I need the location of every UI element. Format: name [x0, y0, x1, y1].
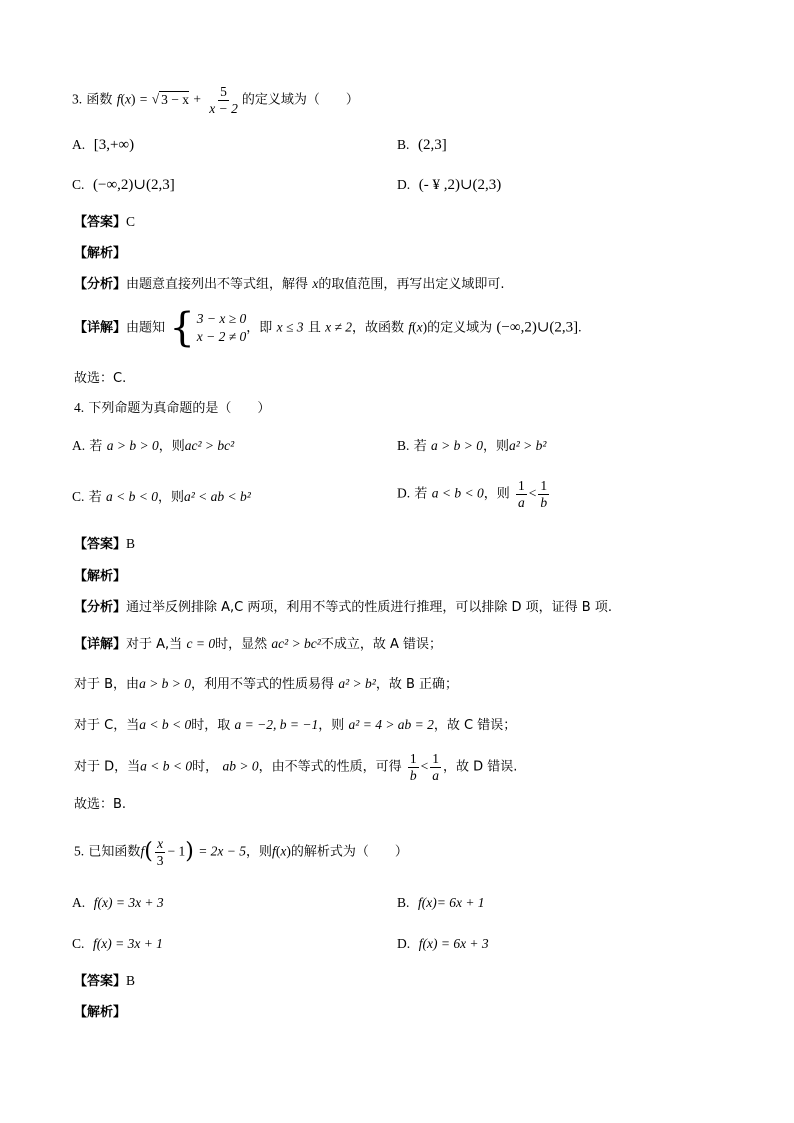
q3-option-b: B. (2,3] [397, 137, 447, 153]
q5-jiexi: 【解析】 [74, 1005, 127, 1020]
q5-stem: 5. 已知函数f( $\frac{x}{3}$ − 1) = 2x − 5，则f(x)的解析式为（ ） [74, 836, 408, 868]
q4-xiangjie-c: 对于 C，当a < b < 0时，取 a = −2, b = −1，则 a² = 4 > ab = 2，故 C 错误； [74, 717, 517, 733]
q3-option-a: A. [3,+∞) [72, 137, 135, 153]
q4-option-c: C. 若 a < b < 0，则a² < ab < b² [72, 489, 251, 505]
q5-option-d: D. f(x) = 6x + 3 [397, 936, 489, 951]
q3-option-c: C. (−∞,2)∪(2,3] [72, 177, 175, 193]
q3-fenxi: 【分析】由题意直接列出不等式组，解得 x的取值范围，再写出定义域即可. [74, 276, 505, 292]
q5-option-a: A. f(x) = 3x + 3 [72, 895, 164, 910]
q5-option-c: C. f(x) = 3x + 1 [72, 936, 163, 951]
inequality-system: { 3 − x ≥ 0 x − 2 ≠ 0 [169, 305, 247, 351]
q4-jiexi: 【解析】 [74, 569, 127, 584]
sqrt-expr: 3 − x [161, 91, 190, 107]
q3-stem: 3. 函数 f(x) = √ 3 − x + $\frac{5}{x - 2}$ 的定义域为（ ） [72, 84, 359, 116]
fraction: $\frac{5}{x - 2}$ [209, 84, 238, 116]
q4-option-d: D. 若 a < b < 0，则 $\frac{1}{a}$ < $\frac{1}{b}$ [397, 478, 548, 510]
q3-jiexi: 【解析】 [74, 246, 127, 261]
q3-answer: 【答案】C [74, 214, 136, 230]
q4-xiangjie-a: 【详解】对于 A,当 c = 0时，显然 ac² > bc²不成立，故 A 错误； [74, 636, 443, 652]
q4-option-a: A. 若 a > b > 0，则ac² > bc² [72, 438, 235, 454]
q3-choose: 故选：C. [74, 371, 127, 386]
q4-xiangjie-d: 对于 D，当a < b < 0时， ab > 0，由不等式的性质，可得 $\frac{1}{b}$ < $\frac{1}{a}$ ，故 D 错误. [74, 751, 518, 783]
q4-xiangjie-b: 对于 B，由a > b > 0，利用不等式的性质易得 a² > b²，故 B 正确； [74, 676, 459, 692]
q4-option-b: B. 若 a > b > 0，则a² > b² [397, 438, 547, 454]
q3-xiangjie: 【详解】由题知 { 3 − x ≥ 0 x − 2 ≠ 0 ，即 x ≤ 3 且 x ≠ 2，故函数 f(x)的定义域为 (−∞,2)∪(2,3]. [74, 305, 582, 351]
q4-answer: 【答案】B [74, 536, 136, 552]
q5-option-b: B. f(x)= 6x + 1 [397, 895, 485, 910]
q4-stem: 4. 下列命题为真命题的是（ ） [74, 400, 271, 416]
q4-fenxi: 【分析】通过举反例排除 A,C 两项，利用不等式的性质进行推理，可以排除 D 项，证得 B 项. [74, 600, 612, 615]
q4-choose: 故选：B. [74, 797, 127, 812]
q5-answer: 【答案】B [74, 973, 136, 989]
q3-option-d: D. (- ¥ ,2)∪(2,3) [397, 177, 502, 193]
